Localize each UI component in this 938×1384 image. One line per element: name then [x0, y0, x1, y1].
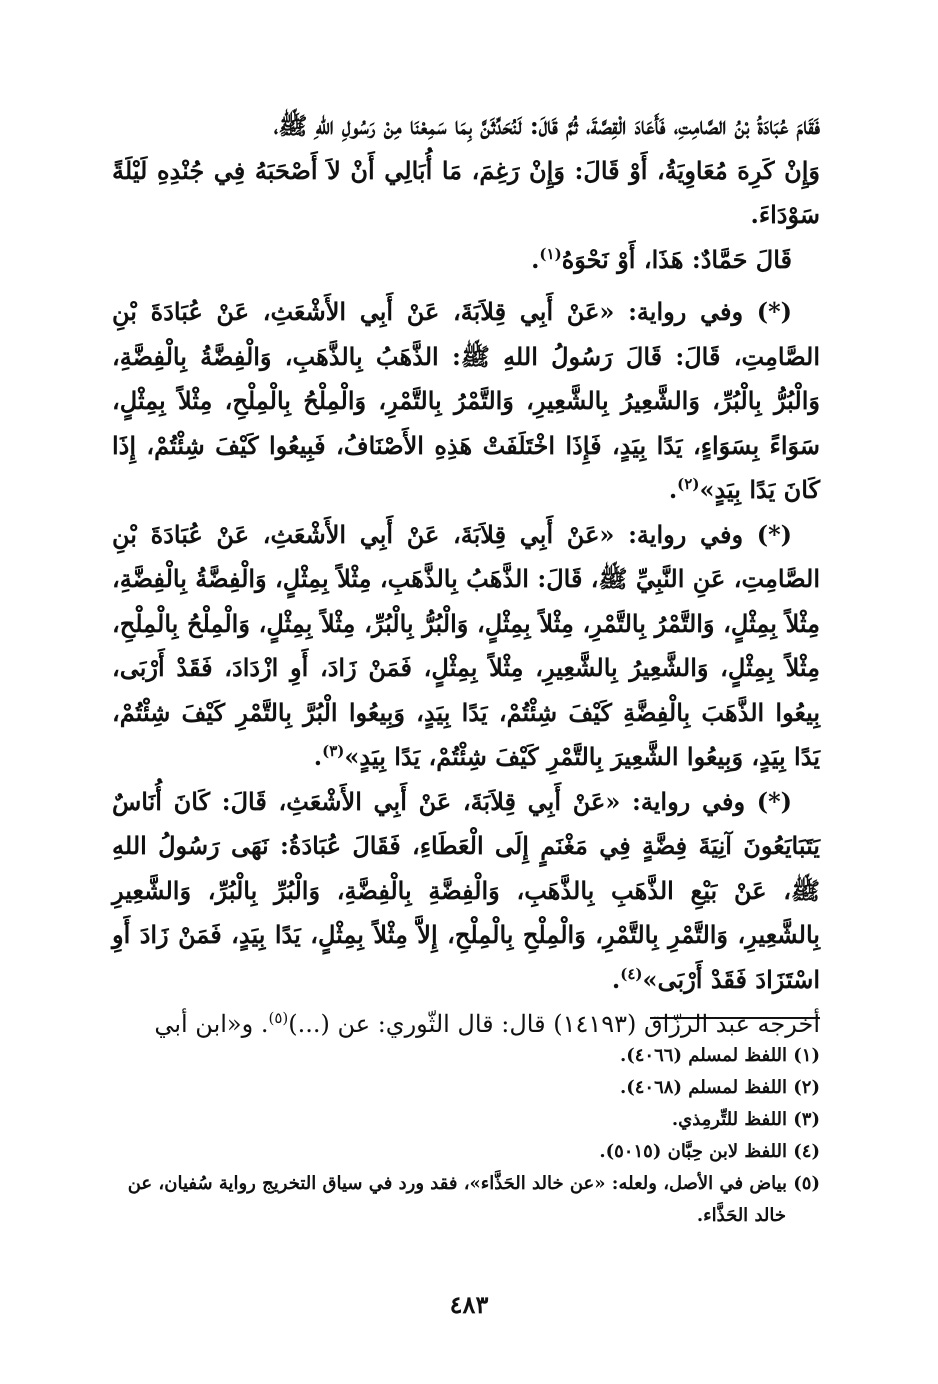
- page-number: ٤٨٣: [449, 1290, 489, 1319]
- paragraph-3-end: .: [668, 475, 678, 504]
- paragraph-6-end: . و«ابن أبي: [154, 1010, 269, 1038]
- paragraph-1-line-1: فَقَامَ عُبَادَةُ بْنُ الصَّامِتِ، فَأَعَادَ الْقِصَّةَ، ثُمَّ قَالَ: لَنُحَدِّثَنَّ بِمَا سَمِعْنَا مِنْ رَسُولِ اللهِ ﷺ،: [273, 111, 820, 140]
- footnote-ref-1: (١): [539, 244, 562, 263]
- paragraph-5-end: .: [611, 964, 621, 994]
- main-text-block: [112, 104, 820, 1047]
- paragraph-5-text: (*) وفي رواية: «عَنْ أَبِي قِلاَبَةَ، عَنْ أَبِي الأَشْعَثِ، قَالَ: كَانَ أُنَاسٌ يَتَبَايَعُونَ آنِيَةَ فِضَّةٍ فِي مَغْنَمٍ إِلَى الْعَطَاءِ، فَقَالَ عُبَادَةُ: نَهَى رَسُولُ اللهِ ﷺ، عَنْ بَيْعِ الذَّهَبِ بِالذَّهَبِ، وَالْفِضَّةِ بِالْفِضَّةِ، وَالْبُرِّ بِالْبُرِّ، وَالشَّعِيرِ بِالشَّعِيرِ، وَالتَّمْرِ بِالتَّمْرِ، وَالْمِلْحِ بِالْمِلْحِ، إِلاَّ مِثْلاً بِمِثْلٍ، يَدًا بِيَدٍ، فَمَنْ زَادَ أَوِ اسْتَزَادَ فَقَدْ أَرْبَى»: [112, 786, 820, 994]
- footnote-ref-4: (٤): [620, 964, 643, 983]
- footnote-4: (٤) اللفظ لابن حِبَّان (٥٠١٥).: [599, 1141, 820, 1162]
- paragraph-6-text: أخرجه عبد الرزّاق (١٤١٩٣) قال: قال الثّوري: عن (...): [288, 1010, 820, 1038]
- paragraph-2-end: .: [531, 244, 540, 274]
- footnote-5-line-2: خالد الحَذَّاء.: [696, 1205, 786, 1226]
- paragraph-3-text: (*) وفي رواية: «عَنْ أَبِي قِلاَبَةَ، عَنْ أَبِي الأَشْعَثِ، عَنْ عُبَادَةَ بْنِ الصَّامِتِ، قَالَ: قَالَ رَسُولُ اللهِ ﷺ: الذَّهَبُ بِالذَّهَبِ، وَالْفِضَّةُ بِالْفِضَّةِ، وَالْبُرُّ بِالْبُرِّ، وَالشَّعِيرُ بِالشَّعِيرِ، وَالتَّمْرُ بِالتَّمْرِ، وَالْمِلْحُ بِالْمِلْحِ، مِثْلاً بِمِثْلٍ، سَوَاءً بِسَوَاءٍ، يَدًا بِيَدٍ، فَإِذَا اخْتَلَفَتْ هَذِهِ الأَصْنَافُ، فَبِيعُوا كَيْفَ شِئْتُمْ، إِذَا كَانَ يَدًا بِيَدٍ»: [112, 297, 820, 504]
- paragraph-5: [112, 780, 820, 1003]
- footnote-ref-5: (٥): [268, 1009, 289, 1027]
- footnotes-block: [104, 1040, 820, 1232]
- footnote-divider: [650, 1017, 820, 1019]
- footnote-ref-2: (٢): [677, 475, 700, 493]
- paragraph-3: [112, 290, 820, 513]
- footnote-3: (٣) اللفظ للتِّرمِذي.: [671, 1109, 820, 1130]
- paragraph-4: [112, 513, 820, 780]
- paragraph-4-end: .: [313, 742, 323, 771]
- paragraph-1-line-2: وَإِنْ كَرِهَ مُعَاوِيَةُ، أَوْ قَالَ: وَإِنْ رَغِمَ، مَا أُبَالِي أَنْ لاَ أَصْحَبَهُ فِي جُنْدِهِ لَيْلَةً سَوْدَاءَ.: [112, 155, 820, 229]
- paragraph-2: [112, 238, 820, 283]
- footnote-5-line-1: (٥) بياض في الأصل، ولعله: «عن خالد الحَذَّاء»، فقد ورد في سياق التخريج رواية سُفيان، عن: [127, 1173, 820, 1194]
- paragraph-2-text: قَالَ حَمَّادٌ: هَذَا، أَوْ نَحْوَهُ: [561, 244, 792, 274]
- paragraph-4-text: (*) وفي رواية: «عَنْ أَبِي قِلاَبَةَ، عَنْ أَبِي الأَشْعَثِ، عَنْ عُبَادَةَ بْنِ الصَّامِتِ، عَنِ النَّبِيِّ ﷺ، قَالَ: الذَّهَبُ بِالذَّهَبِ، مِثْلاً بِمِثْلٍ، وَالْفِضَّةُ بِالْفِضَّةِ، مِثْلاً بِمِثْلٍ، وَالتَّمْرُ بِالتَّمْرِ، مِثْلاً بِمِثْلٍ، وَالْبُرُّ بِالْبُرِّ، مِثْلاً بِمِثْلٍ، وَالْمِلْحُ بِالْمِلْحِ، مِثْلاً بِمِثْلٍ، وَالشَّعِيرُ بِالشَّعِيرِ، مِثْلاً بِمِثْلٍ، فَمَنْ زَادَ، أَوِ ازْدَادَ، فَقَدْ أَرْبَى، بِيعُوا الذَّهَبَ بِالْفِضَّةِ كَيْفَ شِئْتُمْ، يَدًا بِيَدٍ، وَبِيعُوا الْبُرَّ بِالتَّمْرِ كَيْفَ شِئْتُمْ، يَدًا بِيَدٍ، وَبِيعُوا الشَّعِيرَ بِالتَّمْرِ كَيْفَ شِئْتُمْ، يَدًا بِيَدٍ»: [112, 519, 820, 771]
- footnote-1: (١) اللفظ لمسلم (٤٠٦٦).: [619, 1045, 820, 1066]
- footnote-ref-3: (٣): [322, 742, 345, 760]
- footnote-2: (٢) اللفظ لمسلم (٤٠٦٨).: [619, 1077, 820, 1098]
